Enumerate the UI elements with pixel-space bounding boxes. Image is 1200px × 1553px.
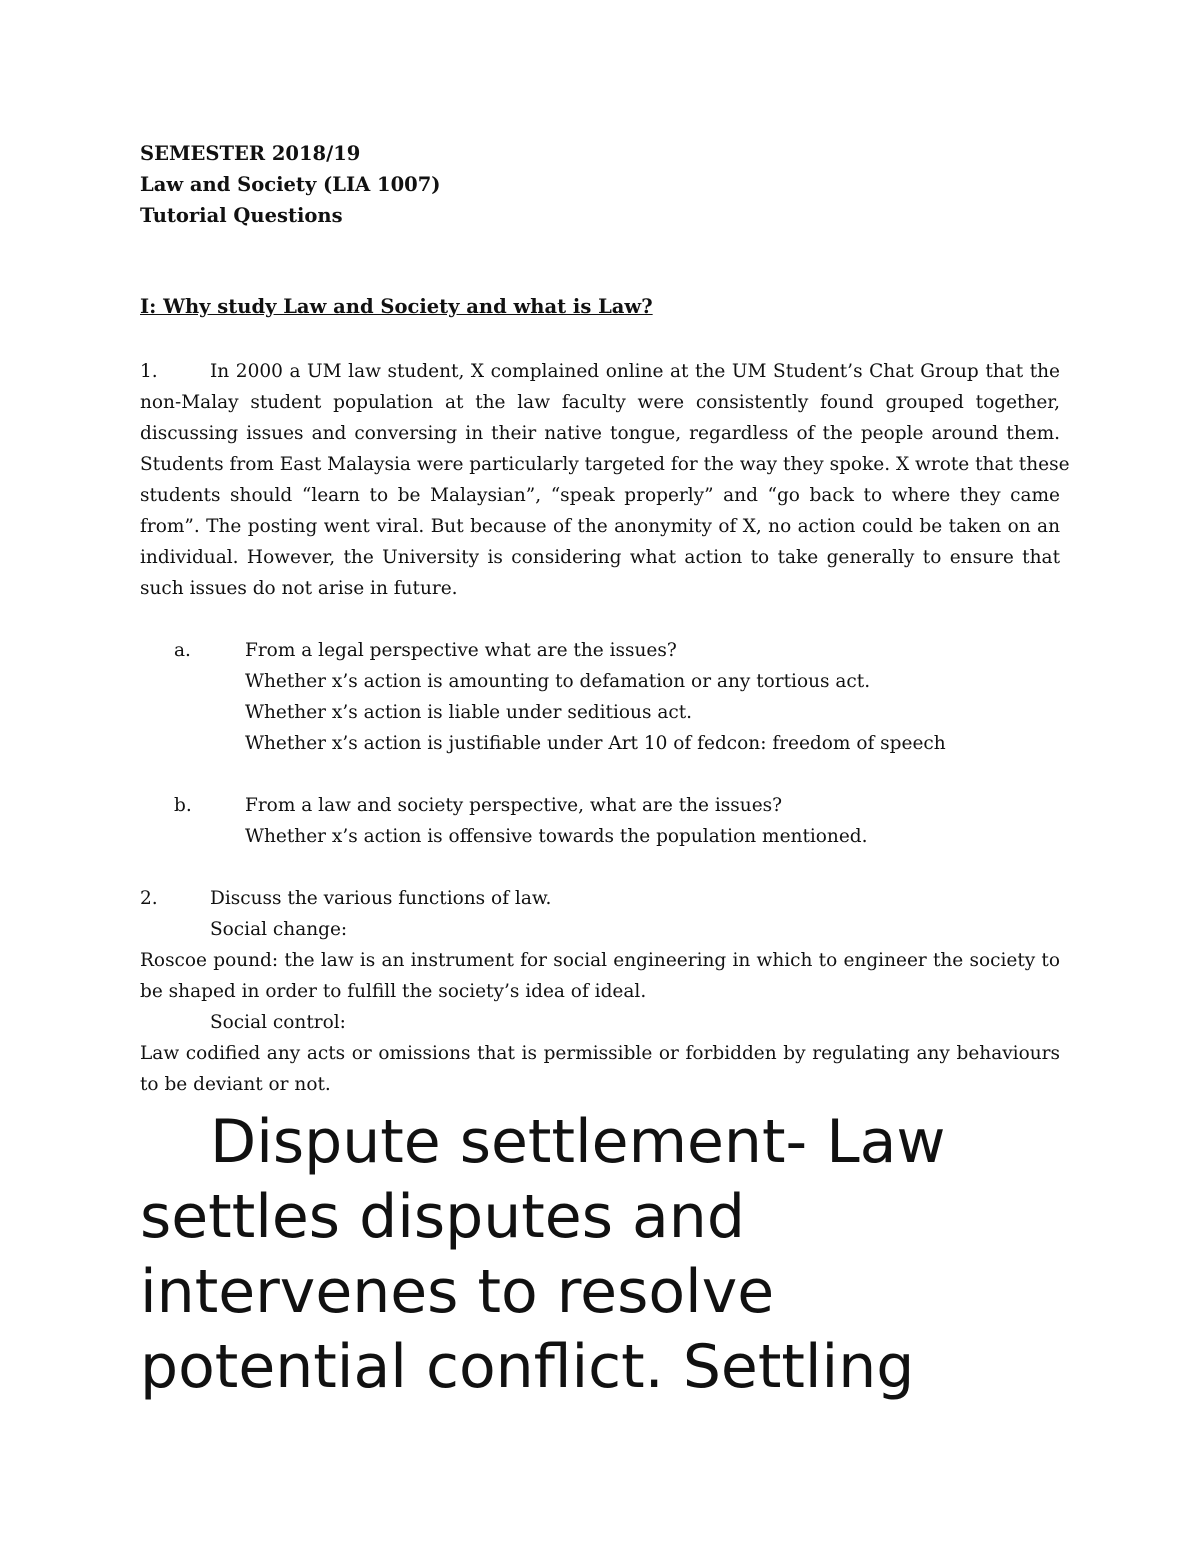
question-2-text: Discuss the various functions of law. [210, 888, 552, 909]
social-control-line: Law codified any acts or omissions that is permissible or forbidden by regulating any behaviours [140, 1043, 1060, 1064]
social-change-label: Social change: [210, 919, 348, 940]
question-1-line: Students from East Malaysia were particularly targeted for the way they spoke. X wrote that these [140, 454, 1070, 475]
subquestion-b-letter: b. [174, 795, 192, 816]
subquestion-a-letter: a. [174, 640, 191, 661]
large-text-line: settles disputes and [140, 1182, 745, 1252]
question-1-number: 1. [140, 361, 158, 382]
subquestion-a-answer: Whether x’s action is liable under seditious act. [245, 702, 693, 723]
social-change-line: Roscoe pound: the law is an instrument for social engineering in which to engineer the society to [140, 950, 1060, 971]
subquestion-b-text: From a law and society perspective, what are the issues? [245, 795, 783, 816]
subquestion-a-answer: Whether x’s action is justifiable under Art 10 of fedcon: freedom of speech [245, 733, 946, 754]
social-control-label: Social control: [210, 1012, 346, 1033]
semester-heading: SEMESTER 2018/19 [140, 142, 361, 165]
large-text-line: Dispute settlement- Law [210, 1107, 946, 1177]
question-1-line: students should “learn to be Malaysian”, “speak properly” and “go back to where they came [140, 485, 1060, 506]
social-change-line: be shaped in order to fulfill the society’s idea of ideal. [140, 981, 647, 1002]
document-type: Tutorial Questions [140, 204, 343, 227]
question-1-line: from”. The posting went viral. But because of the anonymity of X, no action could be taken on an [140, 516, 1060, 537]
section-title: I: Why study Law and Society and what is Law? [140, 295, 653, 318]
subquestion-a-answer: Whether x’s action is amounting to defamation or any tortious act. [245, 671, 871, 692]
question-1-line: In 2000 a UM law student, X complained online at the UM Student’s Chat Group that the [210, 361, 1060, 382]
question-1-line: non-Malay student population at the law faculty were consistently found grouped together, [140, 392, 1060, 413]
question-1-line: such issues do not arise in future. [140, 578, 458, 599]
social-control-line: to be deviant or not. [140, 1074, 331, 1095]
question-1-line: discussing issues and conversing in their native tongue, regardless of the people around them. [140, 423, 1060, 444]
course-title: Law and Society (LIA 1007) [140, 173, 441, 196]
question-1-line: individual. However, the University is considering what action to take generally to ensure that [140, 547, 1060, 568]
question-2-number: 2. [140, 888, 158, 909]
large-text-line: intervenes to resolve [140, 1257, 775, 1327]
subquestion-b-answer: Whether x’s action is offensive towards the population mentioned. [245, 826, 868, 847]
subquestion-a-text: From a legal perspective what are the issues? [245, 640, 677, 661]
large-text-line: potential conflict. Settling [140, 1332, 915, 1402]
